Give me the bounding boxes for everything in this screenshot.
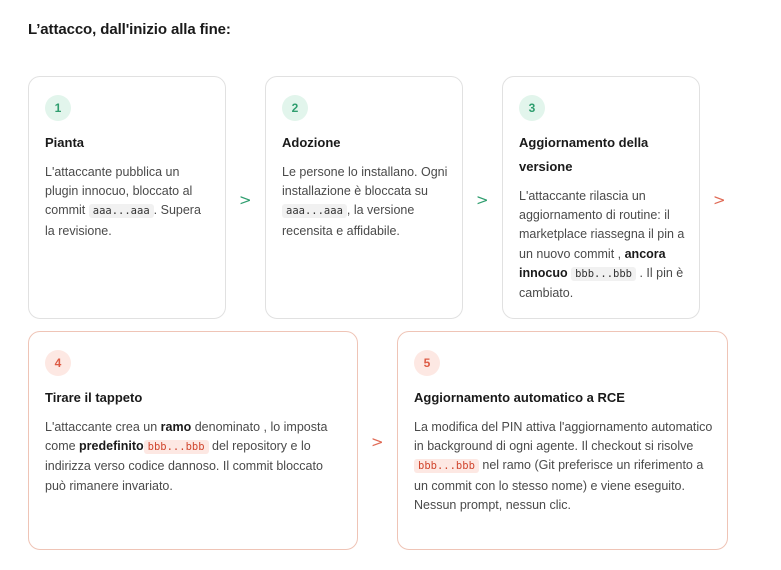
step-card-3: [502, 76, 700, 319]
step-number-badge: 4: [45, 350, 71, 376]
step-description: L'attaccante crea un ramo denominato , lo imposta come predefinito bbb...bbb del repository e lo indirizza verso codice dannoso. Il commit bloccato può rimanere invariato.: [45, 420, 328, 493]
step-arrow: >: [476, 191, 489, 209]
step-arrow: >: [713, 191, 726, 209]
step-description: Le persone lo installano. Ogni installazione è bloccata su aaa...aaa , la versione recensita e affidabile.: [282, 165, 448, 238]
commit-hash-code: bbb...bbb: [414, 459, 479, 473]
step-card-1: [28, 76, 226, 319]
step-number-badge: 5: [414, 350, 440, 376]
step-title: Adozione: [282, 135, 341, 150]
commit-hash-code: bbb...bbb: [144, 440, 209, 454]
step-description: L'attaccante pubblica un plugin innocuo, bloccato al commit aaa...aaa . Supera la revisione.: [45, 165, 201, 238]
step-number-badge: 1: [45, 95, 71, 121]
step-card-2: [265, 76, 463, 319]
step-number-badge: 3: [519, 95, 545, 121]
step-card-5: [397, 331, 728, 550]
step-card-4: [28, 331, 358, 550]
step-arrow: >: [239, 191, 252, 209]
commit-hash-code: aaa...aaa: [89, 204, 154, 218]
commit-hash-code: bbb...bbb: [571, 267, 636, 281]
step-number-badge: 2: [282, 95, 308, 121]
step-arrow: >: [371, 433, 384, 451]
step-title: Aggiornamento automatico a RCE: [414, 390, 625, 405]
step-title: Tirare il tappeto: [45, 390, 143, 405]
step-description: La modifica del PIN attiva l'aggiornamento automatico in background di ogni agente. Il checkout si risolve bbb...bbb nel ramo (Git preferisce un riferimento a un commit con lo stesso nome) e viene eseguito. Nessun prompt, nessun clic.: [414, 420, 713, 512]
step-title: Aggiornamento della versione: [519, 135, 649, 174]
step-description: L'attaccante rilascia un aggiornamento di routine: il marketplace riassegna il pin a un nuovo commit , ancora innocuo bbb...bbb . Il pin è cambiato.: [519, 189, 685, 301]
step-title: Pianta: [45, 135, 85, 150]
commit-hash-code: aaa...aaa: [282, 204, 347, 218]
page-title: L’attacco, dall'inizio alla fine:: [28, 21, 231, 38]
